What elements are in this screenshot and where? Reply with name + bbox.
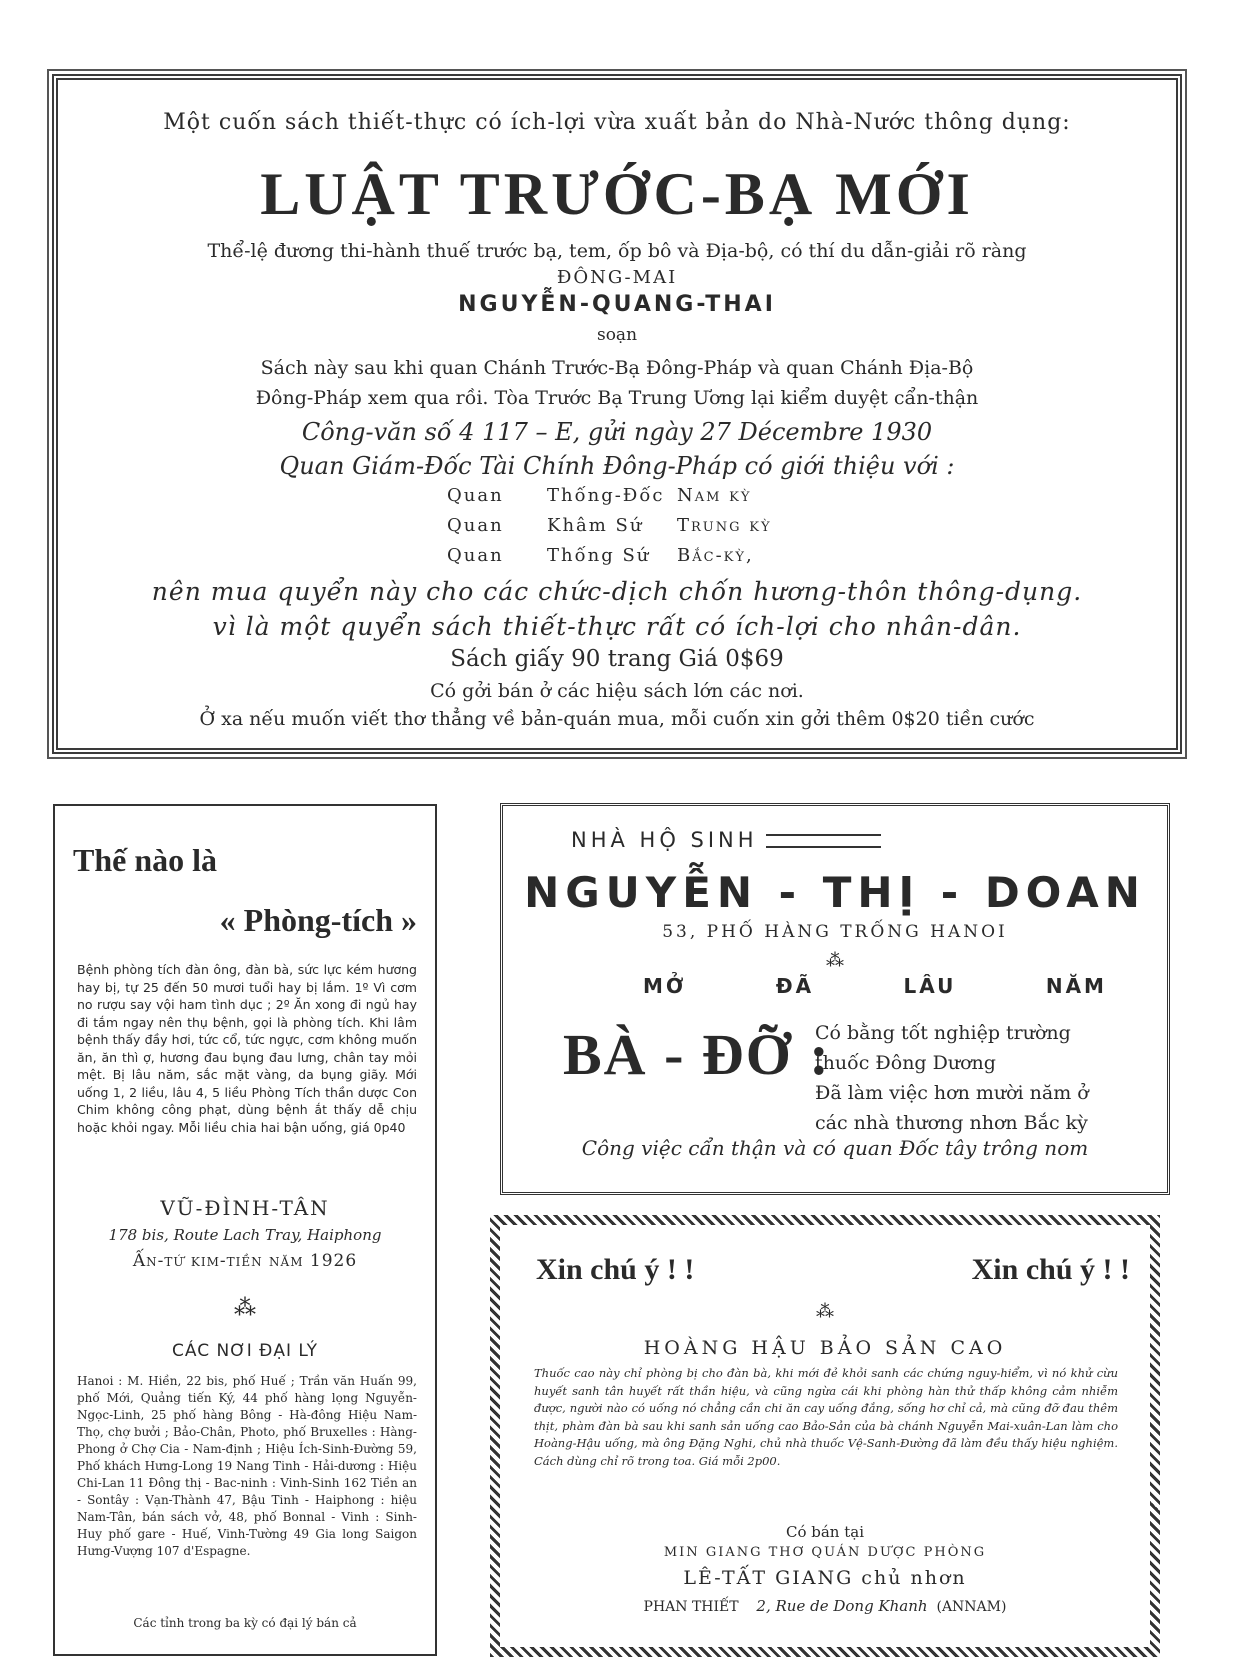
seller-address: 178 bis, Route Lach Tray, Haiphong xyxy=(108,1226,382,1244)
agents-list: Hanoi : M. Hiền, 22 bis, phố Huế ; Trần văn Huấn 99, phố Mới, Quảng tiến Ký, 44 phố hàng lọng Nguyễn-Ngọc-Linh, 25 phố hàng Bông - Hà-đông Hiệu Nam-Thọ, chợ bưởi ; Bảo-Chân, Photo, phố Bruxelles : Hàng-Phong ở Chợ Cia - Nam-định ; Hiệu Ích-Sinh-Đường 59, Phố khách Hưng-Long 19 Nang Tinh - Hải-dương : Hiệu Chi-Lan 11 Đông thị - Bac-ninh : Vinh-Sinh 162 Tiền an - Sontây : Vạn-Thành 47, Bậu Tinh - Haiphong : hiệu Nam-Tân, bán sách vở, 48, phố Bonnal - Vinh : Sinh-Huy phố gare - Huế, Vinh-Tường 49 Gia long Saigon Hưng-Vượng 107 d'Espagne. xyxy=(77,1374,417,1558)
shop-city: PHAN THIẾT xyxy=(643,1599,739,1615)
attention-text: Xin chú ý ! ! xyxy=(536,1253,695,1286)
official-region: Trung kỳ xyxy=(677,515,772,536)
ad-heading-1: Thế nào là xyxy=(73,842,218,878)
open-since-line xyxy=(643,974,1107,998)
ba-do-heading: BÀ - ĐỠ : xyxy=(563,1022,831,1087)
sold-at-label: Có bán tại xyxy=(785,1523,865,1541)
agents-title: CÁC NƠI ĐẠI LÝ xyxy=(172,1341,318,1361)
qualification-line: Có bằng tốt nghiệp trường xyxy=(815,1022,1071,1044)
ornament-icon: ⁂ xyxy=(826,950,844,971)
official-title: Quan xyxy=(447,515,504,536)
product-description: Thuốc cao này chỉ phòng bị cho đàn bà, khi mới đẻ khỏi sanh các chứng nguy-hiểm, vì nó khử cừu huyết sanh tân huyết rất thần hiệu, và cũng ngừa cái khi phòng hàn thử thấp không cảm nhiễm được, người nào có uống nó chẳng cần chi ăn cay uống đắng, sống hơ chỉ cả, mà cũng đỡ đau thêm thịt, phàm đàn bà sau khi sanh sản uống cao Bảo-Sản của bà chánh Nguyễn Mai-xuân-Lan làm cho Hoàng-Hậu uống, mà ông Đặng Nghi, chủ nhà thuốc Vệ-Sanh-Đường đã làm đều thấy hiệu nghiệm. Cách dùng chỉ rõ trong toa. Giá mỗi 2p00. xyxy=(534,1366,1118,1468)
medicine-advertisement xyxy=(53,804,437,1656)
footer-line-1: Có gởi bán ở các hiệu sách lớn các nơi. xyxy=(430,680,804,702)
price-line: Sách giấy 90 trang Giá 0$69 xyxy=(450,646,784,672)
author-suffix: soạn xyxy=(596,325,638,345)
ad-body: Bệnh phòng tích đàn ông, đàn bà, sức lực kém hương hay bị, tự 25 đến 50 mươi tuổi hay bị lắm. 1º Vì cơm no rượu say vội ham tình dục ; 2º Ăn xong đi ngủ hay đi tắm ngay nên thụ bệnh, gọi là phòng tích. Khi lâm bệnh thấy đầy hơi, tức cổ, tức ngực, cơm không muốn ăn, ăn thì ợ, hương đau bụng đau lưng, chân tay mỏi mệt. Bị lâu năm, sắc mặt vàng, da bụng giãy. Mới uống 1, 2 liều, lâu 4, 5 liều Phòng Tích thần dược Con Chim không công phạt, dùng bệnh ắt thấy dễ chịu hoặc khỏi ngay. Mỗi liều chia hai bận uống, giá 0p40 xyxy=(77,962,417,1135)
open-word: ĐÃ xyxy=(775,974,815,998)
qualifications xyxy=(815,1018,1115,1138)
product-name: HOÀNG HẬU BẢO SẢN CAO xyxy=(643,1337,1007,1359)
official-rank: Thống Sứ xyxy=(547,545,651,566)
official-title: Quan xyxy=(447,545,504,566)
giam-doc-line: Quan Giám-Đốc Tài Chính Đông-Pháp có giới thiệu với : xyxy=(279,452,955,480)
intro-line: Một cuốn sách thiết-thực có ích-lợi vừa xuất bản do Nhà-Nước thông dụng: xyxy=(163,110,1071,135)
shop-street: 2, Rue de Dong Khanh xyxy=(756,1597,928,1615)
official-region: Bắc-kỳ, xyxy=(677,545,754,566)
shop-address xyxy=(500,1597,1150,1615)
official-row xyxy=(58,545,1176,566)
official-region: Nam kỳ xyxy=(677,485,752,506)
official-title: Quan xyxy=(447,485,504,506)
seller-name: VŨ-ĐÌNH-TÂN xyxy=(160,1196,330,1220)
work-line: Công việc cẩn thận và có quan Đốc tây trông nom xyxy=(581,1136,1089,1160)
agents-footer: Các tỉnh trong ba kỳ có đại lý bán cả xyxy=(133,1616,357,1630)
award-line: Ấn-tứ kim-tiền năm 1926 xyxy=(132,1251,358,1271)
official-row xyxy=(58,485,1176,506)
ornament-icon: ⁂ xyxy=(234,1296,256,1321)
open-word: LÂU xyxy=(903,974,957,998)
book-subtitle: Thể-lệ đương thi-hành thuế trước bạ, tem, ốp bô và Địa-bộ, có thí du dẫn-giải rõ ràng xyxy=(207,240,1027,262)
book-advertisement xyxy=(52,74,1182,754)
attention-text: Xin chú ý ! ! xyxy=(971,1253,1130,1286)
open-word: MỞ xyxy=(643,974,687,998)
attention-heading xyxy=(536,1253,1130,1287)
owner-name: LÊ-TẤT GIANG chủ nhơn xyxy=(683,1567,967,1589)
shop-name: MIN GIANG THƠ QUÁN DƯỢC PHÒNG xyxy=(663,1545,987,1560)
ornament-icon: ⁂ xyxy=(816,1301,834,1322)
official-rank: Thống-Đốc xyxy=(547,485,665,506)
footer-line-2: Ở xa nếu muốn viết thơ thẳng về bản-quán mua, mỗi cuốn xin gởi thêm 0$20 tiền cước xyxy=(199,708,1035,730)
qualification-line: thuốc Đông Dương xyxy=(815,1052,996,1074)
official-rank: Khâm Sứ xyxy=(547,515,644,536)
qualification-line: các nhà thương nhơn Bắc kỳ xyxy=(815,1112,1088,1134)
midwife-name: NGUYỄN - THỊ - DOAN xyxy=(524,868,1146,917)
description-line-1: Sách này sau khi quan Chánh Trước-Bạ Đông-Pháp và quan Chánh Địa-Bộ xyxy=(260,357,974,379)
ad-heading-2: « Phòng-tích » xyxy=(219,902,417,938)
ointment-advertisement xyxy=(490,1215,1160,1657)
midwife-advertisement xyxy=(500,803,1170,1195)
clinic-street: 53, PHỐ HÀNG TRỐNG HANOI xyxy=(662,922,1008,942)
book-title: LUẬT TRƯỚC-BẠ MỚI xyxy=(260,161,974,227)
clinic-label: NHÀ HỘ SINH xyxy=(571,828,881,852)
open-word: NĂM xyxy=(1045,974,1107,998)
recommend-line-2: vì là một quyển sách thiết-thực rất có ích-lợi cho nhân-dân. xyxy=(212,612,1022,641)
recommend-line-1: nên mua quyển này cho các chức-dịch chốn hương-thôn thông-dụng. xyxy=(151,577,1083,606)
author-prefix: ĐÔNG-MAI xyxy=(556,267,678,288)
author-name: NGUYỄN-QUANG-THAI xyxy=(458,292,776,317)
cong-van-line: Công-văn số 4 117 – E, gửi ngày 27 Décembre 1930 xyxy=(301,418,933,446)
official-row xyxy=(58,515,1176,536)
description-line-2: Đông-Pháp xem qua rồi. Tòa Trước Bạ Trung Ương lại kiểm duyệt cẩn-thận xyxy=(255,387,979,409)
shop-region: (ANNAM) xyxy=(936,1599,1007,1615)
qualification-line: Đã làm việc hơn mười năm ở xyxy=(815,1082,1089,1104)
